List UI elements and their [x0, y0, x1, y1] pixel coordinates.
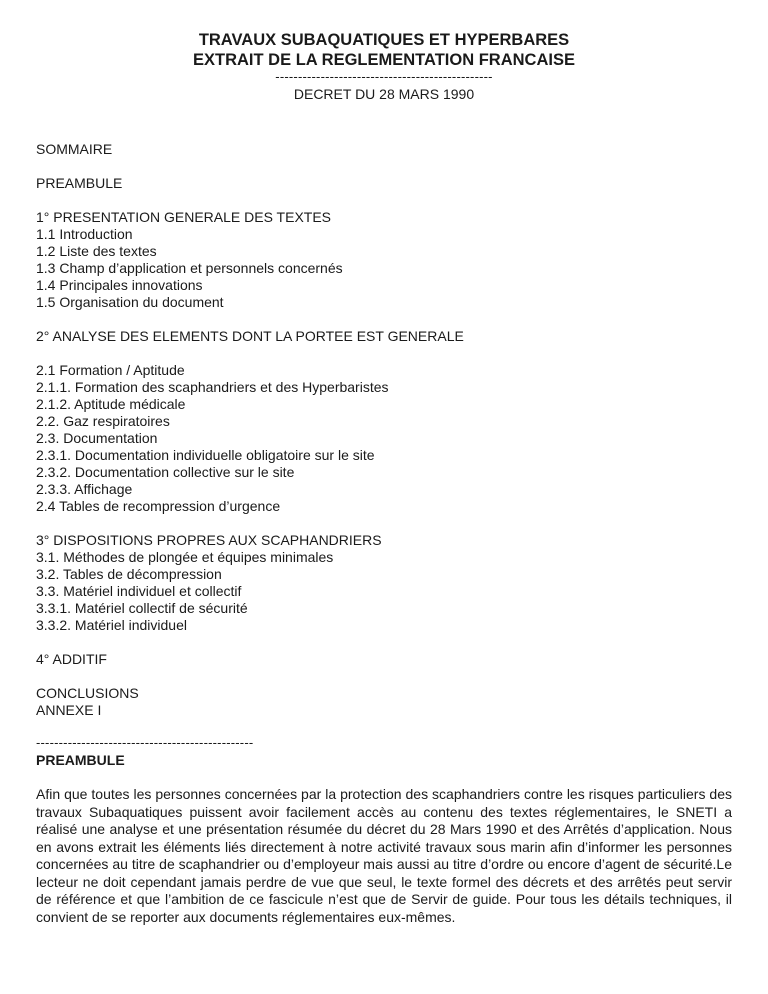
- toc-item: 2.3.2. Documentation collective sur le site: [36, 464, 295, 480]
- toc-item: 1.5 Organisation du document: [36, 294, 224, 310]
- toc-section-3: [36, 532, 732, 634]
- toc-section-2: [36, 328, 732, 515]
- preambule-paragraph: Afin que toutes les personnes concernées par la protection des scaphandriers contre les risques particuliers des travaux Subaquatiques puissent avoir facilement accès au contenu des textes réglementaires, le SNETI a réalisé une analyse et une présentation résumée du décret du 28 Mars 1990 et des Arrêtés d’application. Nous en avons extrait les éléments liés directement à notre activité travaux sous marin afin d’informer les personnes concernées au titre de scaphandrier ou d’employeur mais aussi au titre d’ordre ou encore d’agent de sécurité.Le lecteur ne doit cependant jamais perdre de vue que seul, le texte formel des décrets et des arrêtés peut servir de référence et que l’ambition de ce fascicule n’est que de Servir de guide. Pour tous les détails techniques, il convient de se reporter aux documents réglementaires eux-mêmes.: [36, 786, 732, 925]
- toc-item: 2.1 Formation / Aptitude: [36, 362, 185, 378]
- toc-item: 2.3.1. Documentation individuelle obligatoire sur le site: [36, 447, 375, 463]
- toc-item: 3.2. Tables de décompression: [36, 566, 222, 582]
- toc-item: 1.2 Liste des textes: [36, 243, 157, 259]
- toc-item: 2.2. Gaz respiratoires: [36, 413, 170, 429]
- header-separator: ------------------------------------------------: [275, 69, 493, 84]
- toc-item: 1.4 Principales innovations: [36, 277, 203, 293]
- toc-item: 2.3.3. Affichage: [36, 481, 133, 497]
- document-title-line-1: TRAVAUX SUBAQUATIQUES ET HYPERBARES: [198, 31, 570, 49]
- toc-item: 3.3.1. Matériel collectif de sécurité: [36, 600, 248, 616]
- preambule-title: PREAMBULE: [36, 752, 125, 768]
- toc-annexe: ANNEXE I: [36, 702, 102, 718]
- toc-item: 3.3.2. Matériel individuel: [36, 617, 187, 633]
- toc-item: 2.3. Documentation: [36, 430, 158, 446]
- toc-item: 2.1.2. Aptitude médicale: [36, 396, 186, 412]
- toc-section-heading: 2° ANALYSE DES ELEMENTS DONT LA PORTEE EST GENERALE: [36, 328, 464, 344]
- preambule-separator: ------------------------------------------------: [36, 735, 254, 750]
- preambule-section: [36, 736, 732, 926]
- toc-item: 2.1.1. Formation des scaphandriers et des Hyperbaristes: [36, 379, 389, 395]
- table-of-contents: [36, 141, 732, 719]
- toc-conclusions: CONCLUSIONS: [36, 685, 139, 701]
- decree-date: DECRET DU 28 MARS 1990: [293, 86, 475, 102]
- toc-item: 2.4 Tables de recompression d’urgence: [36, 498, 281, 514]
- toc-item: 3.1. Méthodes de plongée et équipes minimales: [36, 549, 334, 565]
- toc-preambule: PREAMBULE: [36, 175, 123, 191]
- toc-item: 3.3. Matériel individuel et collectif: [36, 583, 242, 599]
- document-page: [36, 30, 732, 926]
- document-title-line-2: EXTRAIT DE LA REGLEMENTATION FRANCAISE: [193, 51, 575, 69]
- toc-sommaire: SOMMAIRE: [36, 141, 113, 157]
- toc-item: 1.3 Champ d’application et personnels concernés: [36, 260, 343, 276]
- toc-section-heading: 3° DISPOSITIONS PROPRES AUX SCAPHANDRIERS: [36, 532, 382, 548]
- document-header: [36, 30, 732, 103]
- toc-section-1: [36, 209, 732, 311]
- toc-section-heading: 1° PRESENTATION GENERALE DES TEXTES: [36, 209, 332, 225]
- toc-section-4-heading: 4° ADDITIF: [36, 651, 107, 667]
- toc-item: 1.1 Introduction: [36, 226, 133, 242]
